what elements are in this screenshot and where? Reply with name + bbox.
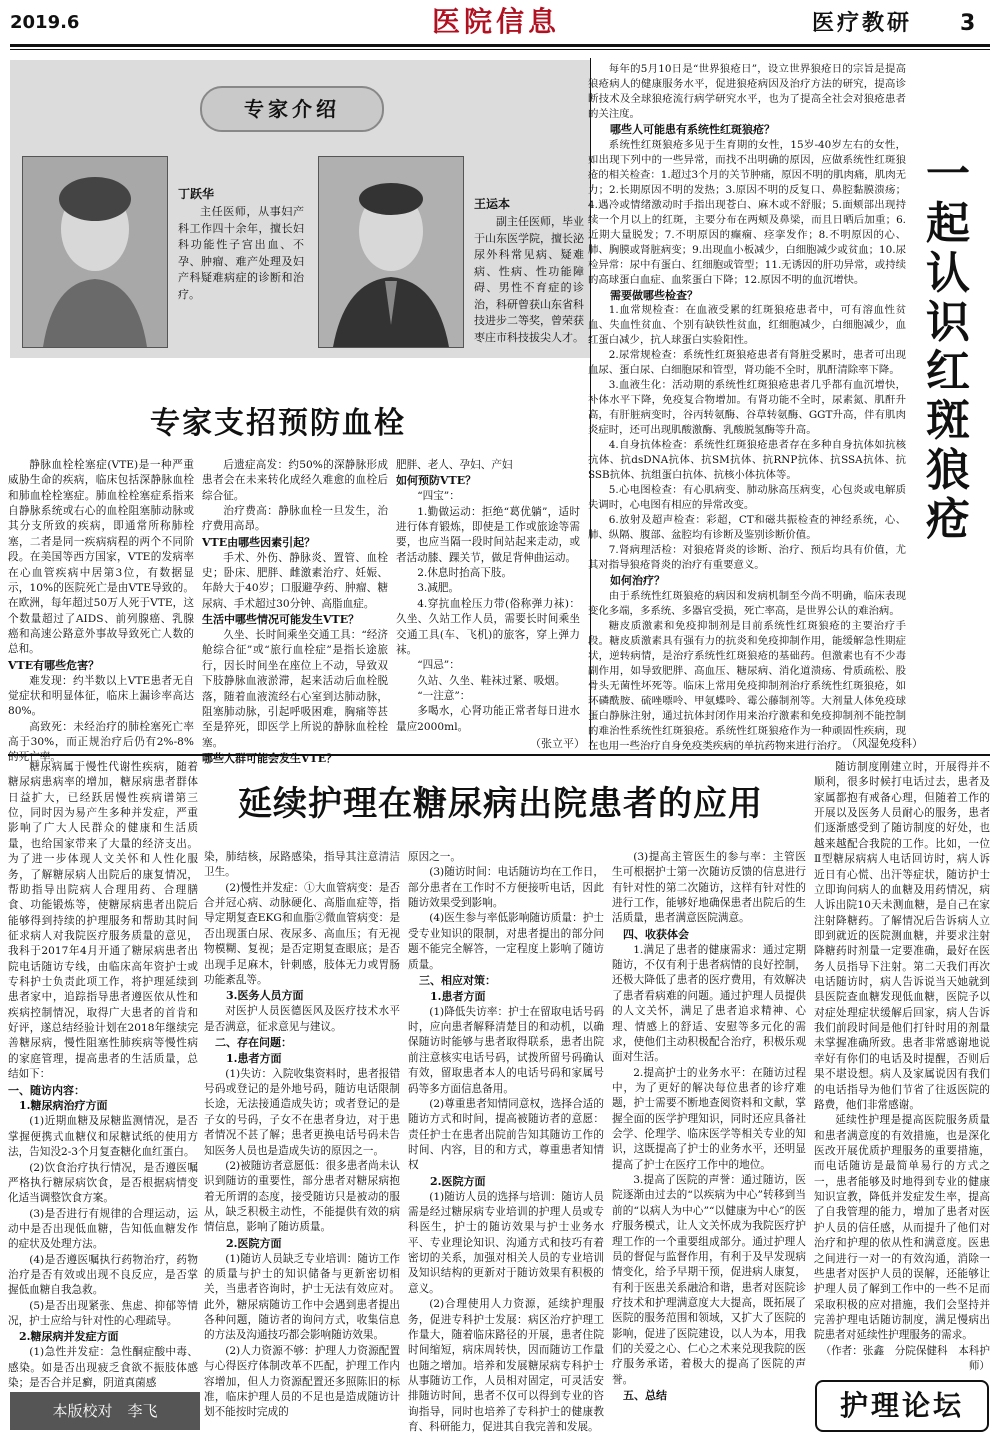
sle-paragraph: 每年的5月10日是“世界狼疮日”，设立世界狼疮日的宗旨是提高狼疮病人的健康服务水平，促进狼疮病因及治疗方法的研究，提高诊断技术及全球狼疮流行病学研究水平，也为了提高全社会对狼疮患者的关注度。 <box>588 63 906 120</box>
section-rule <box>8 754 990 756</box>
expert-a-photo <box>22 156 168 348</box>
section-title: 医疗教研 <box>812 10 913 36</box>
diabetes-subhead: 二、存在问题： <box>215 1035 292 1049</box>
vte-subhead: VTE由哪些因素引起？ <box>202 535 316 549</box>
diabetes-paragraph: (2)合理使用人力资源，延续护理服务，促进专科护士发展：病区治疗护理工作量大，随着临床路径的开展，患者住院时间缩短，病床周转快，因而随访工作量也随之增加。培养和发展糖尿病专科护士从事随访工作，人员相对固定，可灵活安排随访时间，患者不仅可以得到专业的咨询指导，同时也培养了专科护士的健康教育、科研能力，促进其自我完善和发展。 <box>408 1298 604 1434</box>
diabetes-column-5 <box>814 760 990 1374</box>
vte-paragraph: “一注意”： <box>417 689 471 702</box>
diabetes-subhead: 2.糖尿病并发症方面 <box>19 1330 119 1344</box>
diabetes-column-4 <box>612 850 806 1435</box>
vte-byline: （张立平） <box>530 737 585 750</box>
diabetes-paragraph: (3)随访时间：电话随访均在工作日，部分患者在工作时不方便接听电话，因此随访效果受到影响。 <box>408 866 604 910</box>
diabetes-column-1 <box>8 760 198 1390</box>
sle-paragraph: 2.尿常规检查：系统性红斑狼疮患者有肾脏受累时，患者可出现血尿、蛋白尿、白细胞尿和管型，肾功能不全时，肌酐清除率下降。 <box>588 349 906 377</box>
vte-paragraph: 难发现：约半数以上VTE患者无自觉症状和明显体征，临床上漏诊率高达80%。 <box>8 674 194 718</box>
diabetes-paragraph: 延续性护理是提高医院服务质量和患者满意度的有效措施，也是深化医改开展优质护理服务的重要措施，而电话随访是最简单易行的方式之一，患者能够及时地得到专业的健康知识宣教，降低并发症发生率，提高了自我管理的能力，增加了患者对医护人员的信任感，从而提升了他们对治疗和护理的依从性和满意度。医患之间进行一对一的有效沟通，消除一些患者对医护人员的误解，还能够让护理人员了解到工作中的一些不足而采取积极的应对措施，我们会坚持并完善护理电话随访制度，满足慢病出院患者对延续性护理服务的需求。 <box>814 1114 990 1342</box>
diabetes-paragraph: (5)是否出现紧张、焦虑、抑郁等情况，护士应给与针对性的心理疏导。 <box>8 1299 198 1328</box>
sle-paragraph: 由于系统性红斑狼疮的病因和发病机制至今尚不明确，临床表现变化多端，多系统、多器官受损，死亡率高，是世界公认的难治病。 <box>588 589 906 617</box>
diabetes-column-2 <box>204 850 400 1419</box>
vte-paragraph: “四宝”： <box>417 490 460 503</box>
sle-paragraph: 3.血液生化：活动期的系统性红斑狼疮患者几乎都有血沉增快，补体水平下降，免疫复合物增加。有肾功能不全时，尿素氮、肌酐升高，有肝脏病变时，谷丙转氨酶、谷草转氨酶、GGT升高，伴有肌肉炎症时，还可出现肌酸激酶、乳酸脱氢酶等升高。 <box>588 379 906 437</box>
diabetes-paragraph: (2)尊重患者知情同意权，选择合适的随访方式和时间，提高被随访者的意愿：责任护士在患者出院前告知其随访工作的时间、内容，目的和方式，尊重患者知情权 <box>408 1097 604 1172</box>
expert-b-bio: 副主任医师，毕业于山东医学院，擅长泌尿外科常见病、疑难病、性病、性功能障碍、男性不育症的诊治，科研曾获山东省科技进步二等奖，曾荣获枣庄市科技拔尖人才。 <box>474 215 584 344</box>
vte-paragraph: 治疗费高：静脉血栓一旦发生，治疗费用高昂。 <box>202 505 388 533</box>
diabetes-paragraph: 对医护人员医德医风及医疗技术水平是否满意，征求意见与建议。 <box>204 1005 400 1033</box>
diabetes-paragraph: (1)急性并发症：急性酮症酸中毒、感染。如是否出现疲乏食欲不振肢体感染；是否合并足癣，阴道真菌感 <box>8 1346 198 1390</box>
diabetes-paragraph: (1)随访人员缺乏专业培训：随访工作的质量与护士的知识储备与更新密切相关，当患者咨询时，护士无法有效应对。此外，糖尿病随访工作中会遇到患者提出各种问题，随访者的询问方式，收集信息的方法及沟通技巧都会影响随访效果。 <box>204 1252 400 1342</box>
vte-paragraph: “四忌”： <box>417 659 460 672</box>
page-number: 3 <box>960 11 976 36</box>
diabetes-subhead: 2.医院方面 <box>430 1174 486 1188</box>
diabetes-column-3 <box>408 850 604 1434</box>
vte-paragraph: 手术、外伤、静脉炎、置管、血栓史；卧床、肥胖、雌激素治疗、妊娠、年龄大于40岁；口服避孕药、肿瘤、糖尿病、手术超过30分钟、高脂血症。 <box>202 551 388 610</box>
diabetes-paragraph: (1)随访人员的选择与培训：随访人员需是经过糖尿病专业培训的护理人员或专科医生，护士的随访效果与护士业务水平、专业理论知识、沟通方式和技巧有着密切的关系，加强对相关人员的专业培训及知识结构的更新对于随访效果有积极的意义。 <box>408 1190 604 1295</box>
diabetes-paragraph: (3)提高主管医生的参与率：主管医生可根据护士第一次随访反馈的信息进行有针对性的第二次随访，这样有针对性的进行工作，能够好地确保患者出院后的生活质量，患者满意医院满意。 <box>612 851 806 925</box>
sle-byline: （风湿免疫科） <box>846 737 923 750</box>
vte-subhead: VTE有哪些危害？ <box>8 658 100 672</box>
diabetes-paragraph: 2.提高护士的业务水平：在随访过程中，为了更好的解决每位患者的诊疗难题，护士需要不断地查阅资料和文献，掌握全面的医学护理知识，同时还应具备社会学、伦理学、临床医学等相关专业的知识，这既提高了护士的业务水平，还明显提高了护士在医疗工作中的地位。 <box>612 1066 806 1171</box>
diabetes-byline: （作者：张鑫 分院保健科 本科护师） <box>820 1344 990 1373</box>
vte-headline: 专家支招预防血栓 <box>150 406 406 441</box>
sle-subhead: 需要做哪些检查？ <box>610 288 698 302</box>
diabetes-paragraph: (1)降低失访率：护士在留取电话号码时，应向患者解释清楚目的和动机，以确保随访时能够与患者取得联系，患者出院前注意核实电话号码，试拨所留号码确认有效，留取患者本人的电话号码和家属号码等多方面信息备用。 <box>408 1005 604 1095</box>
diabetes-subhead: 2.医院方面 <box>226 1236 282 1250</box>
vte-subhead: 如何预防VTE？ <box>396 474 477 488</box>
masthead-logo: 医院信息 <box>432 5 561 38</box>
vte-paragraph: 高致死：未经治疗的肺栓塞死亡率高于30%，而正规治疗后仍有2%-8%的死亡率。 <box>8 720 194 764</box>
vte-subhead: 哪些人群可能会发生VTE？ <box>202 751 338 765</box>
proofreader-credit: 本版校对 李飞 <box>10 1392 200 1430</box>
vte-paragraph: 2.休息时抬高下肢。 <box>417 567 513 580</box>
header-rule-thin <box>10 49 990 50</box>
sle-paragraph: 系统性红斑狼疮多见于生育期的女性，15岁-40岁左右的女性，如出现下列中的一些异常，而找不出明确的原因，应做系统性红斑狼疮的相关检查：1.超过3个月的关节肿痛，原因不明的肌肉痛，肌肉无力；2.长期原因不明的发热；3.原因不明的反复口、鼻腔黏膜溃疡；4.遇冷或情绪激动时手指出现苍白、麻木或不舒服；5.面颊部出现持续一个月以上的红斑，主要分布在两颊及鼻梁，而且日晒后加重；6.近期大量脱发；7.不明原因的癫痫、痉挛发作；8.不明原因的心、肺、胸膜或肾脏病变；9.出现血小板减少，白细胞减少或贫血；10.尿检异常：尿中有蛋白、红细胞或管型；11.无诱因的肝功异常，或持续的高球蛋白血症、血浆蛋白下降；12.原因不明的血沉增快。 <box>588 138 906 286</box>
diabetes-paragraph: 3.提高了医院的声誉：通过随访，医院逐渐由过去的“以疾病为中心”转移到当前的“以病人为中心”“以健康为中心”的医疗服务模式，让人文关怀成为我院医疗护理工作的一个重要组成部分。通过护理人员的督促与监督作用，有利于及早发现病情变化，给予早期干预，促进病人康复，有利于医患关系融洽和谐，患者对医院诊疗技术和护理满意度大大提高，既拓展了医院的服务范围和领域，又扩大了医院的影响，促进了医院建设，以人为本，用我们的关爱之心、仁心之术来兑现我院的医疗服务承诺，着极大的提高了医院的声誉。 <box>612 1174 806 1386</box>
diabetes-paragraph: (4)医生参与率低影响随访质量：护士受专业知识的限制，对患者提出的部分问题不能完全解答，一定程度上影响了随访质量。 <box>408 912 604 971</box>
vte-column-3 <box>396 458 580 738</box>
sle-subhead: 哪些人可能患有系统性红斑狼疮？ <box>610 122 775 136</box>
sle-headline: 一起认识红斑狼疮 <box>926 149 970 545</box>
vte-paragraph: 肥胖、老人、孕妇、产妇 <box>396 459 513 471</box>
diabetes-subhead: 三、相应对策： <box>419 973 496 987</box>
vte-paragraph: 久坐、长时间乘坐交通工具：“经济舱综合征”或“旅行血栓症”是指长途旅行，因长时间坐在座位上不动，导致双下肢静脉血液淤滞，起来活动后血栓脱落，随着血液流经右心室到达肺动脉，阻塞肺动脉，引起呼吸困难，胸痛等甚至是猝死，即医学上所说的静脉血栓栓塞。 <box>202 629 388 749</box>
header-rule <box>10 44 990 47</box>
diabetes-subhead: 3.医务人员方面 <box>226 989 304 1003</box>
sle-paragraph: 5.心电图检查：有心肌病变、肺动脉高压病变，心包炎或电解质失调时，心电图有相应的异常改变。 <box>588 484 906 512</box>
sle-paragraph: 6.放射及超声检查：彩超，CT和磁共振检查的神经系统，心、肺、纵隔、腹部、盆腔均有诊断及鉴别诊断价值。 <box>588 514 906 542</box>
vte-paragraph: 久站、久坐、鞋袜过紧、吸烟。 <box>417 674 566 687</box>
diabetes-subhead: 一、随访内容： <box>8 1083 85 1097</box>
diabetes-paragraph: (2)饮食治疗执行情况，是否遵医嘱严格执行糖尿病饮食，是否根据病情变化适当调整饮食方案。 <box>8 1161 198 1205</box>
diabetes-paragraph: (3)是否进行有规律的合理运动，运动中是否出现低血糖，告知低血糖发作的症状及处理方法。 <box>8 1207 198 1251</box>
diabetes-paragraph: (2)慢性并发症：①大血管病变：是否合并冠心病、动脉硬化、高脂血症等，指导定期复查EKG和血脂②微血管病变：是否出现蛋白尿、夜尿多、高血压；有无视物模糊、复视；是否定期复查眼底；是否出现手足麻木，针刺感，肢体无力或胃肠功能紊乱等。 <box>204 881 400 986</box>
sle-paragraph: 1.血常规检查：在血液受累的红斑狼疮患者中，可有溶血性贫血、失血性贫血、个别有缺铁性贫血，红细胞减少，白细胞减少，血红蛋白减少，抗人球蛋白实验阳性。 <box>588 304 906 347</box>
expert-b-name: 王运本 <box>474 197 511 211</box>
diabetes-headline: 延续护理在糖尿病出院患者的应用 <box>238 784 763 824</box>
diabetes-paragraph: 糖尿病属于慢性代谢性疾病，随着糖尿病患病率的增加，糖尿病患者群体日益扩大，已经跃居慢性疾病谱第三位，同时因为易产生多种并发症，严重影响了广大人民群众的健康和生活质量，也给国家带来了大量的经济支出。为了进一步体现人文关怀和人性化服务，了解糖尿病人出院后的康复情况，帮助指导出院病人合理用药、合理膳食、功能锻炼等，使糖尿病患者出院后能够得到持续的护理服务和帮助其时间征求病人对我院医疗服务质量的意见，我科于2017年4月开通了糖尿病患者出院电话随访专线，由临床高年资护士或专科护士负责此项工作，将护理延续到患者家中，追踪指导患者遵医依从性和疾病控制情况，取得广大患者的首肯和好评，遂总结经验计划在2018年继续完善糖尿病，慢性阻塞性肺疾病等慢性病的家庭管理，提高患者的生活质量，总结如下： <box>8 761 198 1081</box>
sle-paragraph: 4.自身抗体检查：系统性红斑狼疮患者存在多种自身抗体如抗核抗体、抗dsDNA抗体、抗SM抗体、抗RNP抗体、抗SSA抗体、抗SSB抗体、抗组蛋白抗体、抗核小体抗体等。 <box>588 439 906 482</box>
expert-a-name: 丁跃华 <box>178 187 215 201</box>
vte-paragraph: 多喝水，心肾功能正常者每日进水量应2000ml。 <box>396 705 580 733</box>
expert-a-bio: 主任医师，从事妇产科工作四十余年，擅长妇科功能性子宫出血、不孕、肿瘤、难产处理及妇产科疑难病症的诊断和治疗。 <box>178 205 304 301</box>
sle-subhead: 如何治疗？ <box>610 574 665 588</box>
vte-column-2 <box>202 458 388 765</box>
diabetes-paragraph: 染，肺结核，尿路感染，指导其注意清洁卫生。 <box>204 851 400 879</box>
vte-column-1 <box>8 458 194 764</box>
diabetes-paragraph: (1)失访：入院收集资料时，患者报错号码或登记的是外地号码，随访电话限制长途，无法接通造成失访；或者登记的是子女的号码，子女不在患者身边，对于患者情况不甚了解；患者更换电话号码未告知医务人员也是造成失访的原因之一。 <box>204 1067 400 1157</box>
diabetes-subhead: 五、总结 <box>623 1389 667 1403</box>
vte-paragraph: 静脉血栓栓塞症(VTE)是一种严重威胁生命的疾病，临床包括深静脉血栓和肺血栓栓塞症。肺血栓栓塞症系指来自静脉系统或右心的血栓阻塞肺动脉或其分支所致的疾病，即通常所称肺栓塞，二者是同一疾病病程的两个不同阶段。在美国等西方国家，VTE的发病率在心血管疾病中居第3位，有数据显示，10%的医院死亡是由VTE导致的。在欧洲，每年超过50万人死于VTE，这个数量超过了AIDS、前列腺癌、乳腺癌和高速公路意外事故导致死亡人数的总和。 <box>8 459 194 656</box>
issue-date: 2019.6 <box>10 12 80 33</box>
diabetes-paragraph: 原因之一。 <box>408 851 461 863</box>
portrait-icon <box>319 157 463 347</box>
diabetes-subhead: 四、收获体会 <box>623 927 689 941</box>
vte-paragraph: 4.穿抗血栓压力带(俗称弹力袜)：久坐、久站工作人员，需要长时间乘坐交通工具(车、飞机)的旅客，穿上弹力袜。 <box>396 597 580 656</box>
diabetes-paragraph: (4)是否遵医嘱执行药物治疗，药物治疗是否有效或出现不良反应，是否掌握低血糖自我急救。 <box>8 1253 198 1297</box>
sle-paragraph: 7.肾病理活检：对狼疮肾炎的诊断、治疗、预后均具有价值，尤其对指导狼疮肾炎的治疗有重要意义。 <box>588 544 906 572</box>
vte-subhead: 生活中哪些情况可能发生VTE？ <box>202 613 360 627</box>
sle-paragraph: 糖皮质激素和免疫抑制剂是目前系统性红斑狼疮的主要治疗手段。糖皮质激素具有强有力的抗炎和免疫抑制作用，能缓解急性期症状，逆转病情，是治疗系统性红斑狼疮的基础药。但激素也有不少毒副作用，如导致肥胖、高血压、糖尿病、消化道溃疡、骨质疏松、股骨头无菌性坏死等。临床上常用免疫抑制剂治疗系统性红斑狼疮，如环磷酰胺、硫唑嘌呤、甲氨蝶呤、霉公藤制剂等。大剂量人体免疫球蛋白静脉注射，通过抗体封闭作用来治疗激素和免疫抑制剂不能控制的难治性系统性红斑狼疮。系统性红斑狼疮作为一种顽固性疾病，现在也用一些治疗自身免疫类疾病的单抗药物来进行治疗。 <box>588 619 906 752</box>
diabetes-paragraph: (1)近期血糖及尿糖监测情况，是否掌握便携式血糖仪和尿糖试纸的使用方法，告知没2-3个月复查糖化血红蛋白。 <box>8 1115 198 1159</box>
diabetes-paragraph: (2)被随访者意愿低：很多患者尚未认识到随访的重要性，部分患者对糖尿病抱着无所谓的态度，接受随访只是被动的服从，缺乏积极主动性，不能提供有效的病情信息，影响了随访质量。 <box>204 1159 400 1234</box>
diabetes-subhead: 1.患者方面 <box>430 989 486 1003</box>
vte-paragraph: 1.勤做运动：拒绝“葛优躺”，适时进行体育锻炼，即使是工作或旅途等需要，也应当隔一段时间站起来走动，或者活动膝、踝关节，做足背伸曲运动。 <box>396 505 580 564</box>
diabetes-subhead: 1.患者方面 <box>226 1051 282 1065</box>
vte-paragraph: 3.减肥。 <box>417 582 460 595</box>
diabetes-paragraph: 随访制度刚建立时，开展得并不顺利，很多时候打电话过去，患者及家属都抱有戒备心理，但随着工作的开展以及医务人员耐心的服务，患者们逐渐感受到了随访制度的好处，也越来越配合我院的工作。比如，一位Ⅱ型糖尿病病人电话回访时，病人诉近日有心慌、出汗等症状，随访护士立即询问病人的血糖及用药情况，病人诉出院10天未测血糖，是自己在家注射降糖药。了解情况后告诉病人立即到就近的医院测血糖，并要求注射降糖药时剂量一定要准确，最好在医务人员指导下注射。第二天我们再次电话随访时，病人告诉说当天她就到县医院查血糖发现低血糖，医院予以对症处理症状缓解后回家，病人告诉我们前段时间是他们打针时用的剂量未掌握准确所致。患者非常感谢地说幸好有你们的电话及时提醒，否则后果不堪设想。病人及家属说因有我们的电话指导为他们节省了往返医院的路费，他们非常感谢。 <box>814 761 990 1111</box>
expert-b-photo <box>318 156 464 348</box>
diabetes-paragraph: 1.满足了患者的健康需求：通过定期随访，不仅有利于患者病情的良好控制，还极大降低了患者的医疗费用，有效解决了患者看病难的问题。通过护理人员提供的人文关怀，满足了患者追求精神、心理、情感上的舒适、安慰等多元化的需求，使他们主动积极配合治疗，积极乐观面对生活。 <box>612 943 806 1064</box>
diabetes-subhead: 1.糖尿病治疗方面 <box>19 1099 108 1113</box>
vte-paragraph: 后遗症高发：约50%的深静脉形成患者会在未来转化成经久难愈的血栓后综合征。 <box>202 459 388 502</box>
expert-intro-label: 专家介绍 <box>200 86 384 132</box>
diabetes-paragraph: (2)人力资源不够：护理人力资源配置与心得医疗体制改革不匹配，护理工作内容增加，但人力资源配置还多照陈旧的标准，临床护理人员的不足也是造成随访计划不能按时完成的 <box>204 1344 400 1419</box>
nursing-forum-badge: 护理论坛 <box>815 1380 989 1432</box>
portrait-icon <box>23 157 167 347</box>
